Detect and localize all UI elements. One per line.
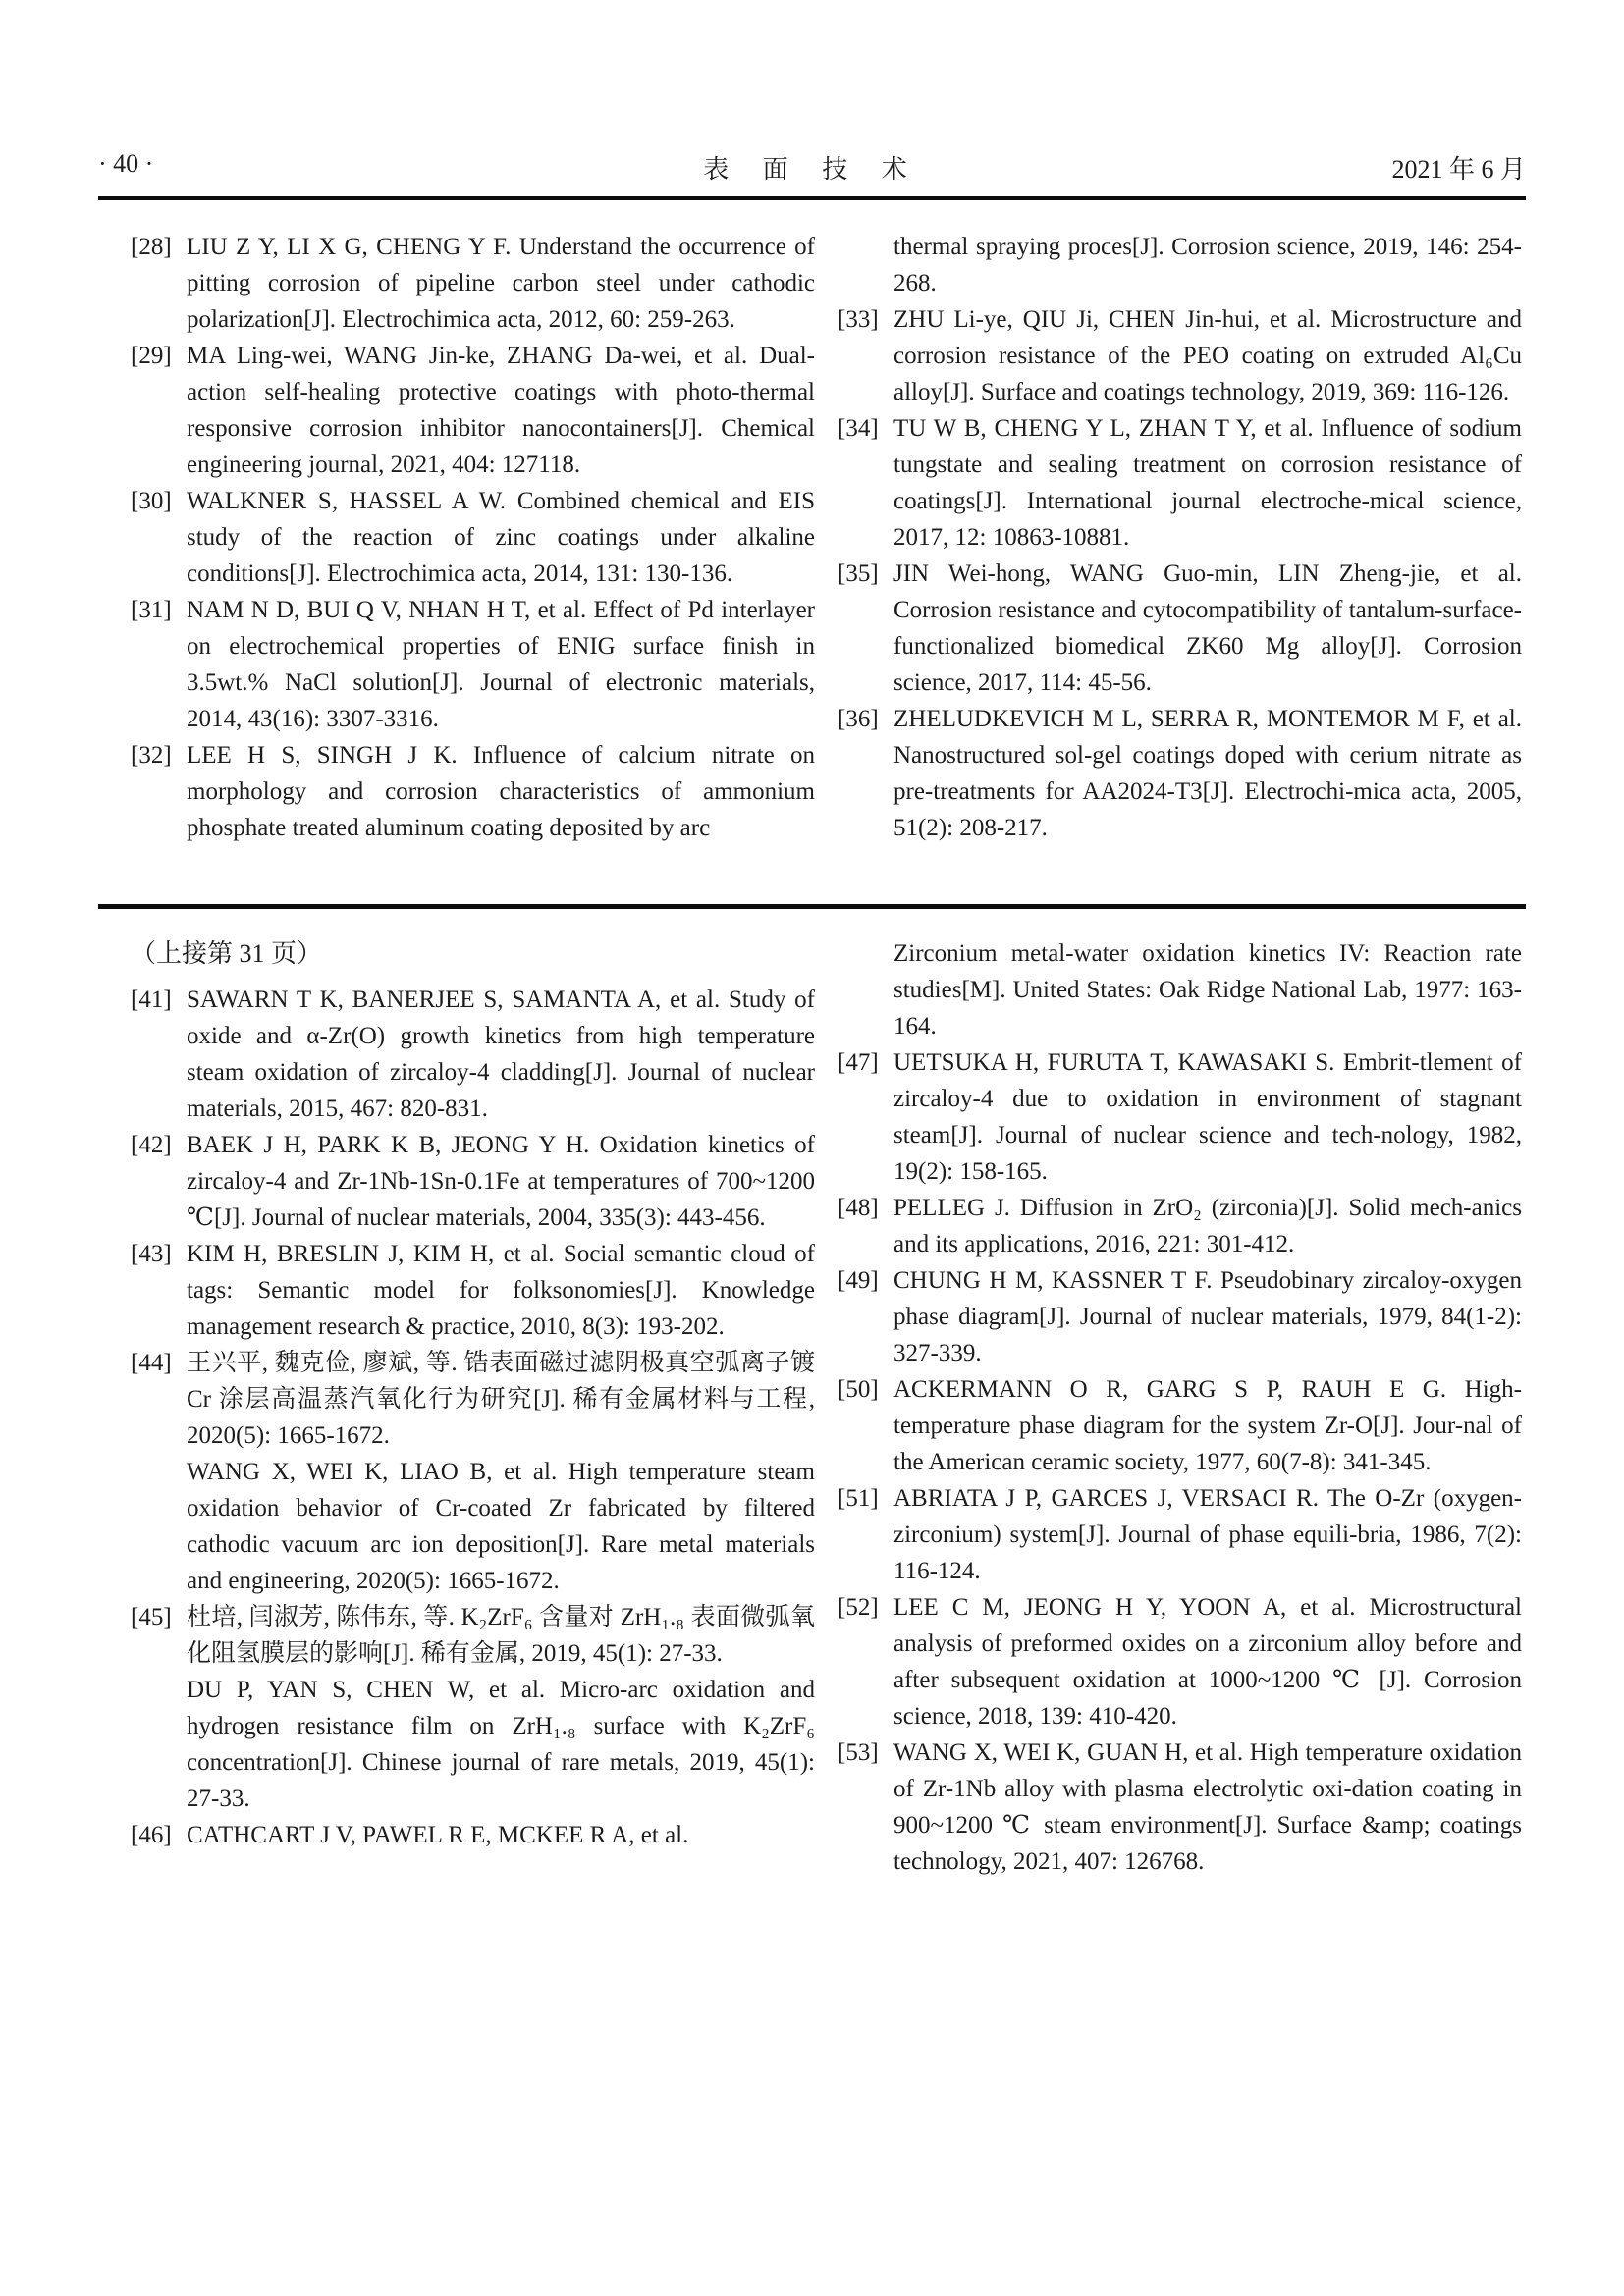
reference-item xyxy=(131,1817,815,1853)
reference-text: CHUNG H M, KASSNER T F. Pseudobinary zircaloy-oxygen phase diagram[J]. Journal of nuclear materials, 1979, 84(1-2): 327-339. xyxy=(893,1267,1522,1366)
reference-number: [47] xyxy=(838,1049,879,1076)
reference-text: MA Ling-wei, WANG Jin-ke, ZHANG Da-wei, et al. Dual-action self-healing protective coatings with photo-thermal responsive corrosion inhibitor nanocontainers[J]. Chemical engineering journal, 2021, 404: 127118. xyxy=(187,343,815,478)
journal-title: 表 面 技 术 xyxy=(703,155,921,184)
reference-text: JIN Wei-hong, WANG Guo-min, LIN Zheng-jie, et al. Corrosion resistance and cytocompatibility of tantalum-surface-functionalized biomedical ZK60 Mg alloy[J]. Corrosion science, 2017, 114: 45-56. xyxy=(893,561,1522,696)
reference-number: [46] xyxy=(131,1822,172,1848)
reference-item xyxy=(838,1735,1522,1880)
reference-item xyxy=(838,1371,1522,1480)
reference-item xyxy=(838,410,1522,556)
reference-item xyxy=(131,1454,815,1599)
reference-number: [41] xyxy=(131,987,172,1013)
reference-text: UETSUKA H, FURUTA T, KAWASAKI S. Embrit-tlement of zircaloy-4 due to oxidation in environment of stagnant steam[J]. Journal of nuclear science and tech-nology, 1982, 19(2): 158-165. xyxy=(893,1049,1522,1185)
reference-item xyxy=(838,1589,1522,1735)
reference-number: [49] xyxy=(838,1267,879,1294)
reference-item xyxy=(131,592,815,737)
reference-text: thermal spraying proces[J]. Corrosion science, 2019, 146: 254-268. xyxy=(893,234,1522,296)
continuation-note: （上接第 31 页） xyxy=(131,939,323,968)
reference-number: [31] xyxy=(131,597,172,623)
reference-text: WANG X, WEI K, LIAO B, et al. High temperature steam oxidation behavior of Cr-coated Zr fabricated by filtered cathodic vacuum arc ion deposition[J]. Rare metal materials and engineering, 2020(5): 1665-1672. xyxy=(187,1459,815,1594)
reference-number: [30] xyxy=(131,488,172,514)
reference-number: [51] xyxy=(838,1485,879,1512)
reference-item xyxy=(131,483,815,592)
reference-text: KIM H, BRESLIN J, KIM H, et al. Social semantic cloud of tags: Semantic model for folksonomies[J]. Knowledge management research & practice, 2010, 8(3): 193-202. xyxy=(187,1241,815,1340)
reference-text: SAWARN T K, BANERJEE S, SAMANTA A, et al. Study of oxide and α-Zr(O) growth kinetics from high temperature steam oxidation of zircaloy-4 cladding[J]. Journal of nuclear materials, 2015, 467: 820-831. xyxy=(187,987,815,1122)
reference-number: [43] xyxy=(131,1241,172,1267)
reference-item xyxy=(838,701,1522,846)
references-section-continued xyxy=(98,935,1526,1880)
reference-item xyxy=(131,1672,815,1817)
reference-item xyxy=(838,1480,1522,1589)
reference-text: Zirconium metal-water oxidation kinetics IV: Reaction rate studies[M]. United States: Oak Ridge National Lab, 1977: 163-164. xyxy=(893,940,1522,1040)
reference-item xyxy=(838,229,1522,301)
reference-item xyxy=(131,1599,815,1672)
reference-item xyxy=(838,935,1522,1044)
reference-item xyxy=(838,1262,1522,1371)
reference-item xyxy=(131,737,815,846)
reference-number: [42] xyxy=(131,1132,172,1158)
reference-number: [50] xyxy=(838,1376,879,1403)
reference-item xyxy=(838,556,1522,701)
header-rule xyxy=(98,196,1526,200)
reference-text: WALKNER S, HASSEL A W. Combined chemical and EIS study of the reaction of zinc coatings under alkaline conditions[J]. Electrochimica acta, 2014, 131: 130-136. xyxy=(187,488,815,587)
right-column xyxy=(838,229,1522,846)
left-column xyxy=(131,229,815,846)
reference-number: [53] xyxy=(838,1739,879,1766)
reference-number: [36] xyxy=(838,706,879,732)
page-number: · 40 · xyxy=(98,149,154,178)
reference-text: ABRIATA J P, GARCES J, VERSACI R. The O-Zr (oxygen-zirconium) system[J]. Journal of phase equili-bria, 1986, 7(2): 116-124. xyxy=(893,1485,1522,1584)
reference-item xyxy=(131,1345,815,1454)
reference-number: [33] xyxy=(838,306,879,333)
left-column xyxy=(131,935,815,1880)
reference-text: LEE H S, SINGH J K. Influence of calcium nitrate on morphology and corrosion characteristics of ammonium phosphate treated aluminum coating deposited by arc xyxy=(187,742,815,841)
reference-text: LIU Z Y, LI X G, CHENG Y F. Understand the occurrence of pitting corrosion of pipeline carbon steel under cathodic polarization[J]. Electrochimica acta, 2012, 60: 259-263. xyxy=(187,234,815,333)
reference-text: PELLEG J. Diffusion in ZrO₂ (zirconia)[J]. Solid mech-anics and its applications, 2016, 221: 301-412. xyxy=(893,1195,1522,1257)
reference-number: [45] xyxy=(131,1604,172,1630)
reference-number: [34] xyxy=(838,415,879,442)
reference-item xyxy=(838,1044,1522,1190)
reference-number: [28] xyxy=(131,234,172,260)
reference-item xyxy=(838,1190,1522,1262)
reference-text: ZHELUDKEVICH M L, SERRA R, MONTEMOR M F, et al. Nanostructured sol-gel coatings doped with cerium nitrate as pre-treatments for AA2024-T3[J]. Electrochi-mica acta, 2005, 51(2): 208-217. xyxy=(893,706,1522,841)
reference-text: ZHU Li-ye, QIU Ji, CHEN Jin-hui, et al. Microstructure and corrosion resistance of the PEO coating on extruded Al₆Cu alloy[J]. Surface and coatings technology, 2019, 369: 116-126. xyxy=(893,306,1522,405)
page-header xyxy=(98,149,1526,185)
reference-item xyxy=(131,229,815,338)
reference-number: [32] xyxy=(131,742,172,769)
reference-text: WANG X, WEI K, GUAN H, et al. High temperature oxidation of Zr-1Nb alloy with plasma electrolytic oxi-dation coating in 900~1200 ℃ steam environment[J]. Surface &amp; coatings technology, 2021, 407: 126768. xyxy=(893,1739,1522,1875)
right-column xyxy=(838,935,1522,1880)
reference-number: [44] xyxy=(131,1350,172,1376)
reference-item xyxy=(131,338,815,483)
issue-date: 2021 年 6 月 xyxy=(1391,155,1526,184)
reference-text: BAEK J H, PARK K B, JEONG Y H. Oxidation kinetics of zircaloy-4 and Zr-1Nb-1Sn-0.1Fe at temperatures of 700~1200 ℃[J]. Journal of nuclear materials, 2004, 335(3): 443-456. xyxy=(187,1132,815,1231)
reference-number: [52] xyxy=(838,1594,879,1621)
references-section-top xyxy=(98,229,1526,846)
reference-text: TU W B, CHENG Y L, ZHAN T Y, et al. Influence of sodium tungstate and sealing treatment on corrosion resistance of coatings[J]. International journal electroche-mical science, 2017, 12: 10863-10881. xyxy=(893,415,1522,551)
reference-text: 杜培, 闫淑芳, 陈伟东, 等. K₂ZrF₆ 含量对 ZrH₁.₈ 表面微弧氧化阻氢膜层的影响[J]. 稀有金属, 2019, 45(1): 27-33. xyxy=(187,1604,815,1667)
reference-text: CATHCART J V, PAWEL R E, MCKEE R A, et al. xyxy=(187,1822,689,1848)
section-divider-rule xyxy=(98,904,1526,909)
reference-number: [35] xyxy=(838,561,879,587)
reference-number: [48] xyxy=(838,1195,879,1221)
reference-text: DU P, YAN S, CHEN W, et al. Micro-arc oxidation and hydrogen resistance film on ZrH₁.₈ surface with K₂ZrF₆ concentration[J]. Chinese journal of rare metals, 2019, 45(1): 27-33. xyxy=(187,1677,815,1812)
reference-text: NAM N D, BUI Q V, NHAN H T, et al. Effect of Pd interlayer on electrochemical properties of ENIG surface finish in 3.5wt.% NaCl solution[J]. Journal of electronic materials, 2014, 43(16): 3307-3316. xyxy=(187,597,815,732)
reference-item xyxy=(838,301,1522,410)
reference-number: [29] xyxy=(131,343,172,369)
reference-text: LEE C M, JEONG H Y, YOON A, et al. Microstructural analysis of preformed oxides on a zirconium alloy before and after subsequent oxidation at 1000~1200 ℃ [J]. Corrosion science, 2018, 139: 410-420. xyxy=(893,1594,1522,1730)
reference-item xyxy=(131,982,815,1127)
reference-text: 王兴平, 魏克俭, 廖斌, 等. 锆表面磁过滤阴极真空弧离子镀 Cr 涂层高温蒸汽氧化行为研究[J]. 稀有金属材料与工程, 2020(5): 1665-1672. xyxy=(187,1350,815,1449)
reference-text: ACKERMANN O R, GARG S P, RAUH E G. High-temperature phase diagram for the system Zr-O[J]. Jour-nal of the American ceramic society, 1977, 60(7-8): 341-345. xyxy=(893,1376,1522,1475)
reference-item xyxy=(131,1236,815,1345)
reference-item xyxy=(131,1127,815,1236)
